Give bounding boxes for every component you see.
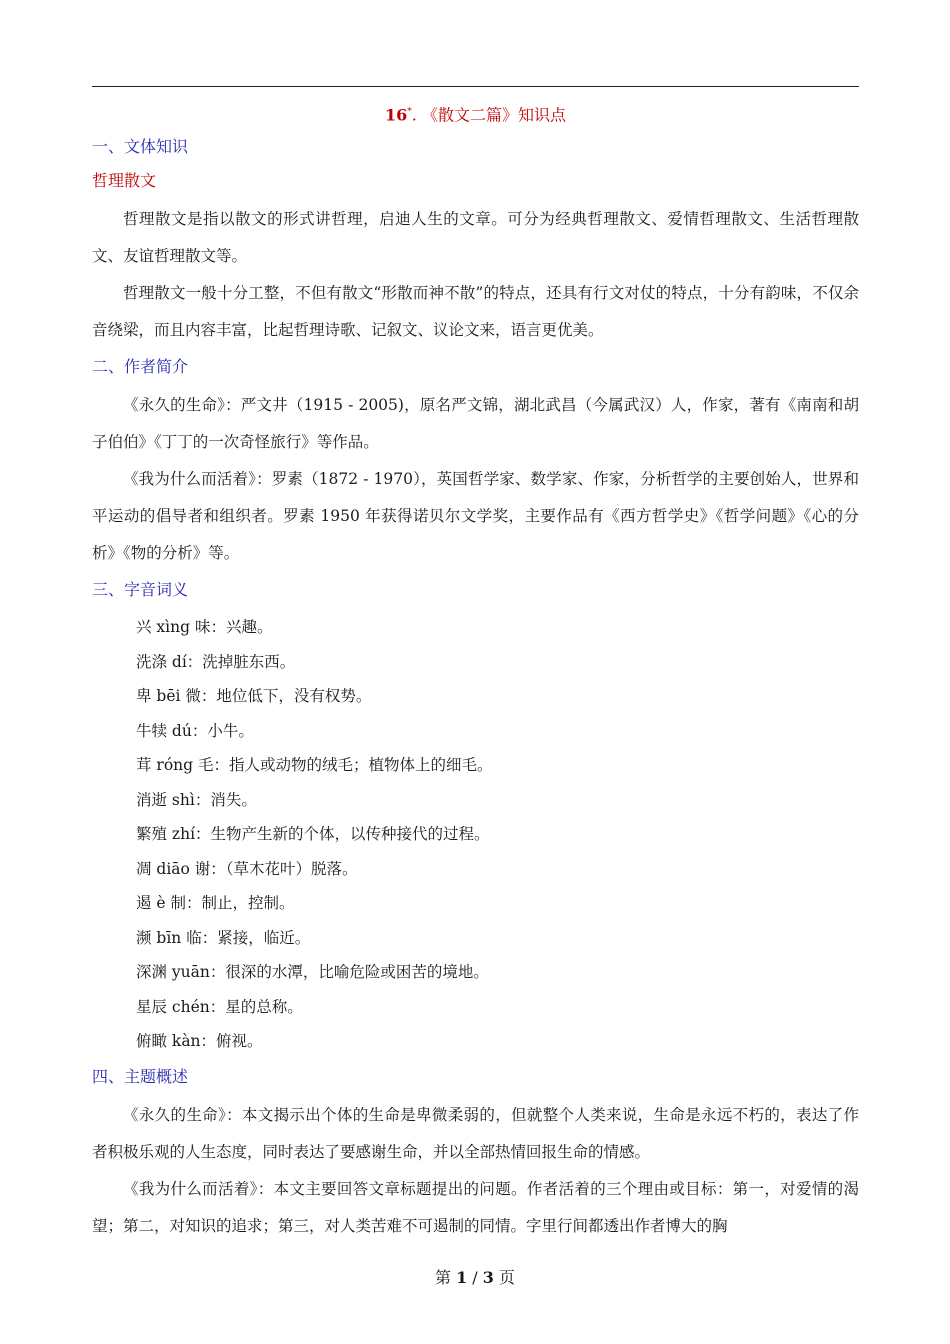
paragraph: 《永久的生命》：严文井（1915 - 2005)，原名严文锦，湖北武昌（今属武汉）人，作家，著有《南南和胡子伯伯》《丁丁的一次奇怪旅行》等作品。 [92, 396, 859, 452]
vocab-item: 濒 bīn 临：紧接，临近。 [136, 928, 311, 947]
subheading-philosophical-prose: 哲理散文 [92, 171, 157, 191]
paragraph: 《永久的生命》：本文揭示出个体的生命是卑微柔弱的，但就整个人类来说，生命是永远不朽的，表达了作者积极乐观的人生态度，同时表达了要感谢生命，并以全部热情回报生命的情感。 [92, 1105, 859, 1161]
page-footer [0, 1266, 950, 1290]
vocab-item: 牛犊 dú：小牛。 [136, 721, 254, 740]
title-text: . 《散文二篇》知识点 [411, 105, 566, 125]
paragraph: 哲理散文一般十分工整，不但有散文“形散而神不散”的特点，还具有行文对仗的特点，十分有韵味，不仅余音绕梁，而且内容丰富，比起哲理诗歌、记叙文、议论文来，语言更优美。 [92, 284, 859, 340]
vocab-item: 凋 diāo 谢：（草木花叶）脱落。 [136, 859, 358, 878]
vocab-item: 俯瞰 kàn：俯视。 [136, 1032, 263, 1051]
footer-page-total: 3 [482, 1268, 494, 1287]
section-heading-vocabulary: 三、字音词义 [92, 580, 189, 600]
vocab-item: 繁殖 zhí：生物产生新的个体，以传种接代的过程。 [136, 825, 490, 844]
page-content [92, 98, 859, 1245]
paragraph: 《我为什么而活着》：罗素（1872 - 1970），英国哲学家、数学家、作家，分析哲学的主要创始人，世界和平运动的倡导者和组织者。罗素 1950 年获得诺贝尔文学奖，主要作品有《西方哲学史》《哲学问题》《心的分析》《物的分析》等。 [92, 470, 859, 563]
section-heading-authors: 二、作者简介 [92, 357, 189, 377]
footer-page-number: 1 [456, 1268, 468, 1287]
vocab-item: 兴 xìng 味：兴趣。 [136, 618, 273, 637]
section-heading-genre: 一、文体知识 [92, 137, 189, 157]
title-number: 16 [385, 105, 408, 125]
vocab-item: 深渊 yuān：很深的水潭，比喻危险或困苦的境地。 [136, 963, 489, 982]
footer-suffix: 页 [493, 1268, 516, 1287]
footer-prefix: 第 [434, 1268, 457, 1287]
page-title [92, 98, 859, 129]
vocab-item: 洗涤 dí：洗掉脏东西。 [136, 652, 296, 671]
section-heading-theme: 四、主题概述 [92, 1066, 189, 1086]
header-rule [92, 86, 859, 87]
vocab-item: 茸 róng 毛：指人或动物的绒毛；植物体上的细毛。 [136, 756, 493, 775]
vocab-item: 消逝 shì：消失。 [136, 790, 257, 809]
vocab-item: 遏 è 制：制止，控制。 [136, 894, 295, 913]
vocab-item: 星辰 chén：星的总称。 [136, 997, 303, 1016]
footer-separator: / [467, 1268, 483, 1287]
vocab-item: 卑 bēi 微：地位低下，没有权势。 [136, 687, 372, 706]
title-star: * [407, 107, 412, 117]
paragraph: 哲理散文是指以散文的形式讲哲理，启迪人生的文章。可分为经典哲理散文、爱情哲理散文、生活哲理散文、友谊哲理散文等。 [92, 210, 859, 266]
paragraph: 《我为什么而活着》：本文主要回答文章标题提出的问题。作者活着的三个理由或目标：第一，对爱情的渴望；第二，对知识的追求；第三，对人类苦难不可遏制的同情。字里行间都透出作者博大的胸 [92, 1179, 859, 1235]
